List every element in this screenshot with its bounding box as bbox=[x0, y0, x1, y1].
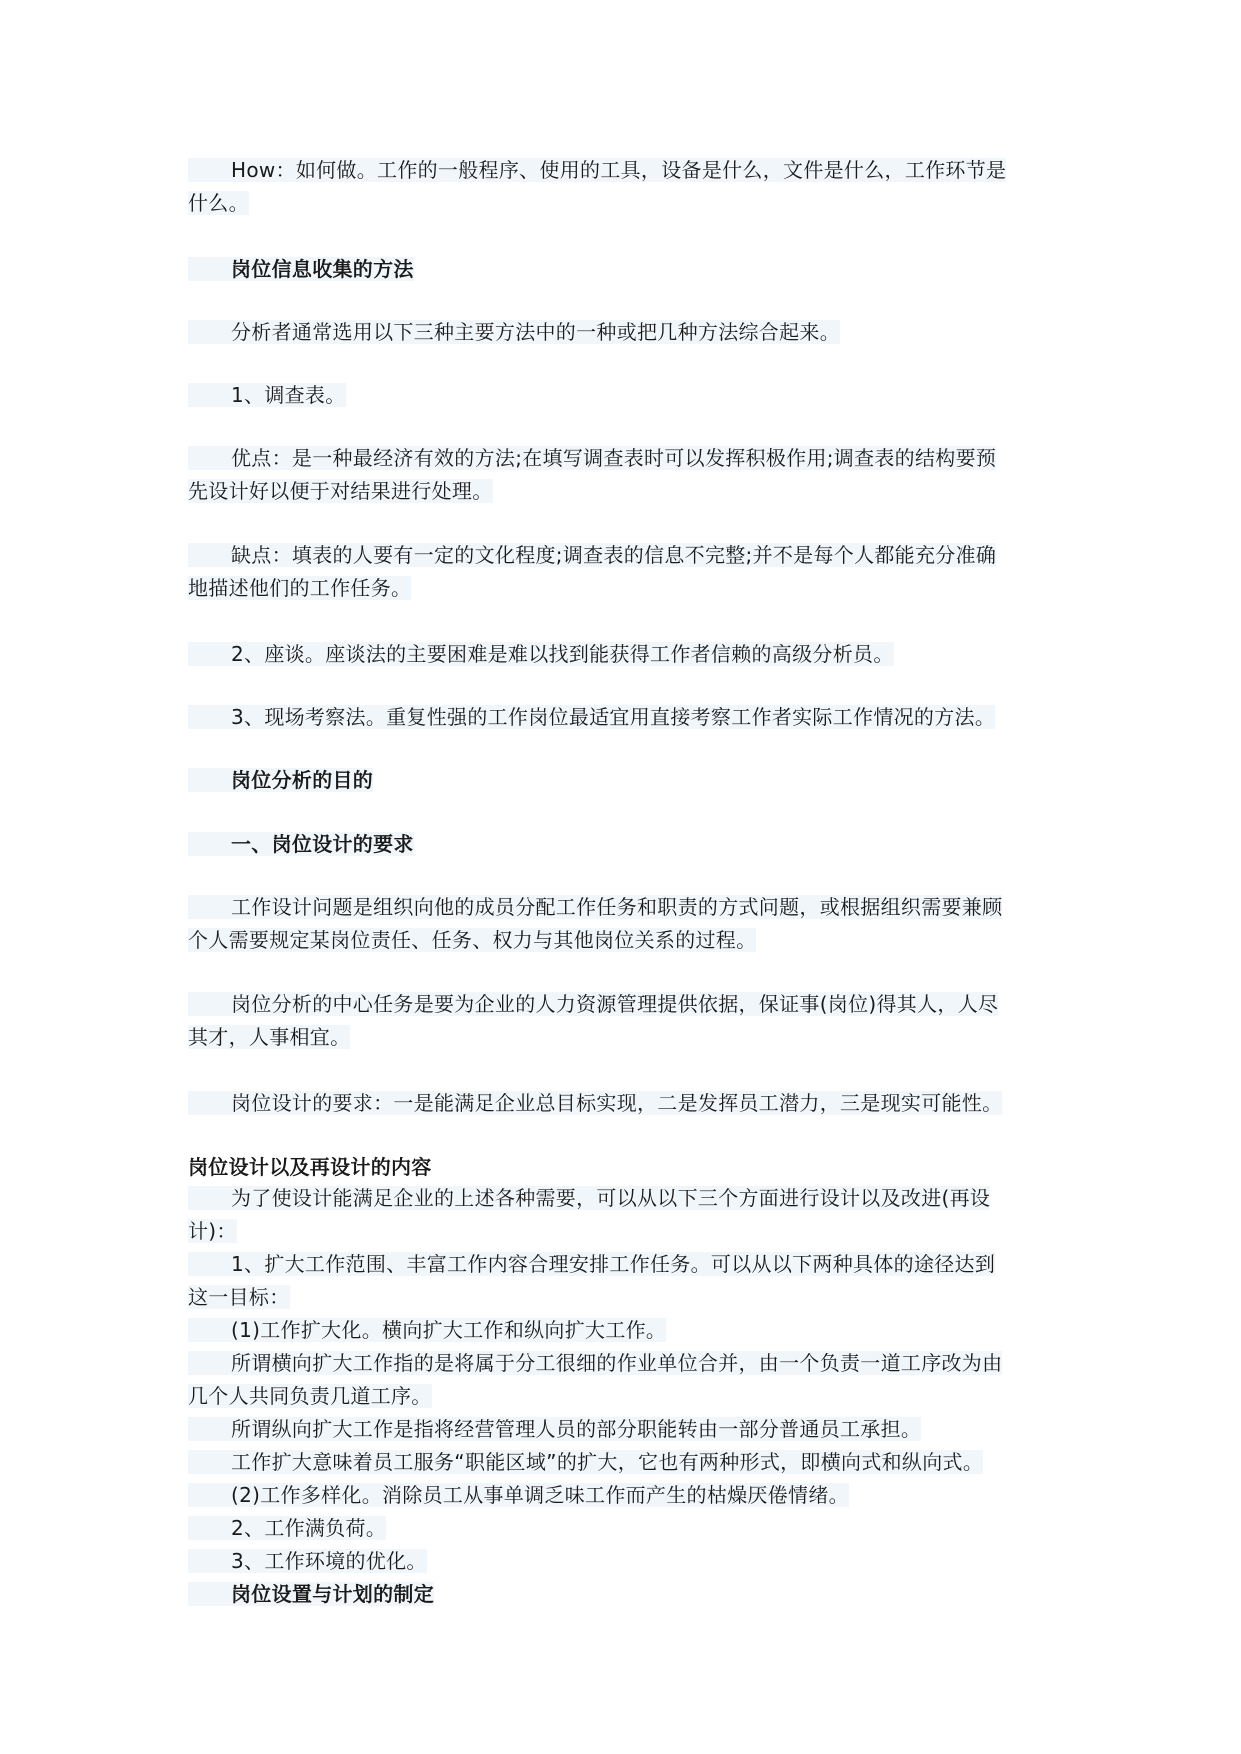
paragraph-job-design bbox=[188, 891, 1052, 957]
heading-redesign-content bbox=[188, 1151, 1052, 1184]
heading-info-collection bbox=[188, 253, 1052, 286]
paragraph-interview bbox=[188, 638, 1052, 671]
text-line: 先设计好以便于对结果进行处理。 bbox=[188, 479, 493, 503]
paragraph-three-aspects bbox=[188, 1182, 1052, 1248]
text-line: 优点：是一种最经济有效的方法;在填写调查表时可以发挥积极作用;调查表的结构要预 bbox=[188, 446, 996, 470]
paragraph-survey bbox=[188, 379, 1052, 412]
paragraph-methods-intro bbox=[188, 316, 1052, 349]
text-line: 2、工作满负荷。 bbox=[188, 1516, 386, 1540]
text-line: 岗位分析的中心任务是要为企业的人力资源管理提供依据，保证事(岗位)得其人，人尽 bbox=[188, 992, 998, 1016]
heading-text: 岗位分析的目的 bbox=[188, 768, 373, 792]
paragraph-advantages bbox=[188, 442, 1052, 508]
paragraph-function-area bbox=[188, 1446, 1052, 1479]
text-line: 1、调查表。 bbox=[188, 383, 346, 407]
text-line: 所谓纵向扩大工作是指将经营管理人员的部分职能转由一部分普通员工承担。 bbox=[188, 1417, 921, 1441]
paragraph-disadvantages bbox=[188, 539, 1052, 605]
heading-text: 岗位设置与计划的制定 bbox=[188, 1582, 434, 1606]
text-line: 几个人共同负责几道工序。 bbox=[188, 1384, 432, 1408]
paragraph-full-load bbox=[188, 1512, 1052, 1545]
paragraph-job-enlargement bbox=[188, 1314, 1052, 1347]
text-line: 1、扩大工作范围、丰富工作内容合理安排工作任务。可以从以下两种具体的途径达到 bbox=[188, 1252, 995, 1276]
paragraph-vertical bbox=[188, 1413, 1052, 1446]
text-line: 其才，人事相宜。 bbox=[188, 1025, 351, 1049]
text-line: 计)： bbox=[188, 1219, 237, 1243]
text-line: 地描述他们的工作任务。 bbox=[188, 576, 412, 600]
paragraph-horizontal bbox=[188, 1347, 1052, 1413]
text-line: How：如何做。工作的一般程序、使用的工具，设备是什么，文件是什么，工作环节是 bbox=[188, 158, 1006, 182]
paragraph-observation bbox=[188, 701, 1052, 734]
paragraph-how bbox=[188, 154, 1052, 220]
text-line: 岗位设计的要求：一是能满足企业总目标实现，二是发挥员工潜力，三是现实可能性。 bbox=[188, 1091, 1002, 1115]
paragraph-expand-scope bbox=[188, 1248, 1052, 1314]
text-line: 工作扩大意味着员工服务“职能区域”的扩大，它也有两种形式，即横向式和纵向式。 bbox=[188, 1450, 983, 1474]
text-line: 工作设计问题是组织向他的成员分配工作任务和职责的方式问题，或根据组织需要兼顾 bbox=[188, 895, 1002, 919]
heading-text: 岗位设计以及再设计的内容 bbox=[188, 1155, 432, 1179]
paragraph-environment bbox=[188, 1545, 1052, 1578]
text-line: 3、现场考察法。重复性强的工作岗位最适宜用直接考察工作者实际工作情况的方法。 bbox=[188, 705, 995, 729]
text-line: 这一目标： bbox=[188, 1285, 290, 1309]
heading-analysis-purpose bbox=[188, 764, 1052, 797]
heading-design-requirements bbox=[188, 828, 1052, 861]
text-line: 为了使设计能满足企业的上述各种需要，可以从以下三个方面进行设计以及改进(再设 bbox=[188, 1186, 990, 1210]
heading-setup-plan bbox=[188, 1578, 1052, 1611]
paragraph-diversification bbox=[188, 1479, 1052, 1512]
paragraph-central-task bbox=[188, 988, 1052, 1054]
text-line: 3、工作环境的优化。 bbox=[188, 1549, 427, 1573]
text-line: (1)工作扩大化。横向扩大工作和纵向扩大工作。 bbox=[188, 1318, 666, 1342]
text-line: 缺点：填表的人要有一定的文化程度;调查表的信息不完整;并不是每个人都能充分准确 bbox=[188, 543, 996, 567]
text-line: 分析者通常选用以下三种主要方法中的一种或把几种方法综合起来。 bbox=[188, 320, 840, 344]
heading-text: 岗位信息收集的方法 bbox=[188, 257, 414, 281]
heading-text: 一、岗位设计的要求 bbox=[188, 832, 414, 856]
text-line: 什么。 bbox=[188, 191, 249, 215]
text-line: 个人需要规定某岗位责任、任务、权力与其他岗位关系的过程。 bbox=[188, 928, 757, 952]
text-line: 所谓横向扩大工作指的是将属于分工很细的作业单位合并，由一个负责一道工序改为由 bbox=[188, 1351, 1002, 1375]
paragraph-design-goals bbox=[188, 1087, 1052, 1120]
text-line: (2)工作多样化。消除员工从事单调乏味工作而产生的枯燥厌倦情绪。 bbox=[188, 1483, 849, 1507]
text-line: 2、座谈。座谈法的主要困难是难以找到能获得工作者信赖的高级分析员。 bbox=[188, 642, 894, 666]
